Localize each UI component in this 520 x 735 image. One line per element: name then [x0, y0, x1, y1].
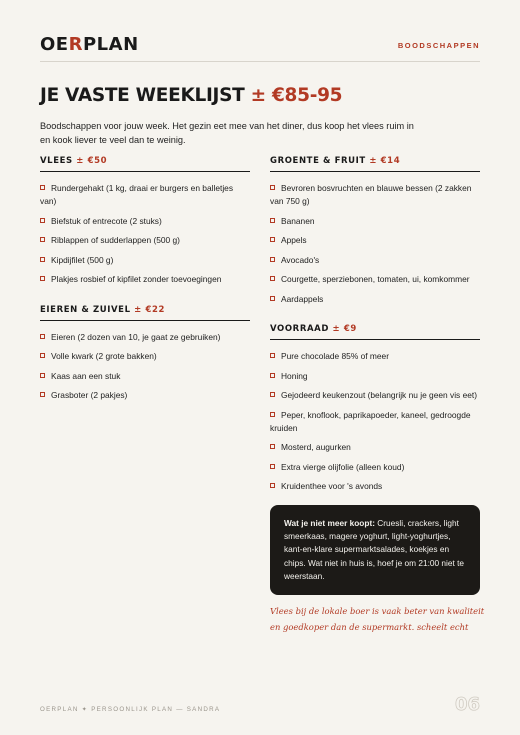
- list-item[interactable]: Gejodeerd keukenzout (belangrijk nu je geen vis eet): [270, 389, 480, 402]
- list-item[interactable]: Kipdijfilet (500 g): [40, 254, 250, 267]
- category-heading-voorraad: VOORRAAD ± €9: [270, 324, 480, 340]
- category-heading-groente: GROENTE & FRUIT ± €14: [270, 156, 480, 172]
- checkbox-icon[interactable]: [40, 237, 45, 242]
- checkbox-icon[interactable]: [40, 257, 45, 262]
- list-item[interactable]: Peper, knoflook, paprikapoeder, kaneel, gedroogde kruiden: [270, 409, 471, 433]
- list-item[interactable]: Biefstuk of entrecote (2 stuks): [40, 215, 250, 228]
- checkbox-icon[interactable]: [270, 412, 275, 417]
- checkbox-icon[interactable]: [270, 218, 275, 223]
- list-item[interactable]: Mosterd, augurken: [270, 441, 480, 454]
- section-label: BOODSCHAPPEN: [397, 41, 480, 50]
- list-item[interactable]: Riblappen of sudderlappen (500 g): [40, 234, 250, 247]
- callout-text: Cruesli, crackers, light smeerkaas, magere yoghurt, light-yoghurtjes, kant-en-klare supermarktsalades, koekjes en chips. Wat niet in huis is, hoef je om 21:00 niet te weerstaan.: [284, 518, 465, 581]
- right-column: [270, 156, 480, 500]
- category-heading-vlees: VLEES ± €50: [40, 156, 250, 172]
- checkbox-icon[interactable]: [270, 185, 275, 190]
- list-item[interactable]: Bananen: [270, 215, 480, 228]
- checkbox-icon[interactable]: [270, 392, 275, 397]
- page-number: 06: [454, 694, 480, 715]
- do-not-buy-callout: [270, 505, 480, 595]
- list-item[interactable]: Plakjes rosbief of kipfilet zonder toevoegingen: [40, 273, 250, 286]
- page-header: [40, 34, 480, 62]
- callout-heading: Wat je niet meer koopt:: [284, 518, 375, 528]
- list-item[interactable]: Grasboter (2 pakjes): [40, 389, 250, 402]
- title-price: ± €85-95: [250, 85, 343, 106]
- checkbox-icon[interactable]: [270, 257, 275, 262]
- checkbox-icon[interactable]: [40, 334, 45, 339]
- checkbox-icon[interactable]: [40, 373, 45, 378]
- checkbox-icon[interactable]: [40, 353, 45, 358]
- list-item[interactable]: Kruidenthee voor 's avonds: [270, 480, 480, 493]
- checkbox-icon[interactable]: [40, 276, 45, 281]
- checkbox-icon[interactable]: [270, 296, 275, 301]
- checkbox-icon[interactable]: [270, 373, 275, 378]
- list-item[interactable]: Avocado's: [270, 254, 480, 267]
- logo: OERPLAN: [40, 34, 139, 55]
- checkbox-icon[interactable]: [270, 464, 275, 469]
- list-item[interactable]: Bevroren bosvruchten en blauwe bessen (2 zakken van 750 g): [270, 183, 472, 206]
- list-item[interactable]: Volle kwark (2 grote bakken): [40, 350, 250, 363]
- checkbox-icon[interactable]: [270, 444, 275, 449]
- list-item[interactable]: Courgette, sperziebonen, tomaten, ui, komkommer: [270, 273, 480, 286]
- left-column: [40, 156, 250, 409]
- title-text: JE VASTE WEEKLIJST: [40, 85, 245, 106]
- list-item[interactable]: Honing: [270, 370, 480, 383]
- list-item[interactable]: Kaas aan een stuk: [40, 370, 250, 383]
- intro-paragraph: Boodschappen voor jouw week. Het gezin eet mee van het diner, dus koop het vlees ruim in en kook liever te veel dan te weinig.: [40, 121, 414, 145]
- checkbox-icon[interactable]: [270, 276, 275, 281]
- category-heading-eieren: EIEREN & ZUIVEL ± €22: [40, 305, 250, 321]
- list-item[interactable]: Aardappels: [270, 293, 480, 306]
- page-title: [40, 85, 342, 106]
- list-item[interactable]: Eieren (2 dozen van 10, je gaat ze gebruiken): [40, 331, 250, 344]
- handwritten-tip: Vlees bij de lokale boer is vaak beter van kwaliteit en goedkoper dan de supermarkt. scheelt echt: [270, 606, 485, 632]
- checkbox-icon[interactable]: [40, 185, 45, 190]
- checkbox-icon[interactable]: [270, 353, 275, 358]
- checkbox-icon[interactable]: [40, 392, 45, 397]
- checkbox-icon[interactable]: [40, 218, 45, 223]
- checkbox-icon[interactable]: [270, 237, 275, 242]
- footer-label: OERPLAN ✦ PERSOONLIJK PLAN — SANDRA: [40, 706, 221, 713]
- list-item[interactable]: Extra vierge olijfolie (alleen koud): [270, 461, 480, 474]
- list-item[interactable]: Pure chocolade 85% of meer: [270, 350, 480, 363]
- list-item[interactable]: Rundergehakt (1 kg, draai er burgers en balletjes van): [40, 183, 234, 206]
- list-item[interactable]: Appels: [270, 234, 480, 247]
- checkbox-icon[interactable]: [270, 483, 275, 488]
